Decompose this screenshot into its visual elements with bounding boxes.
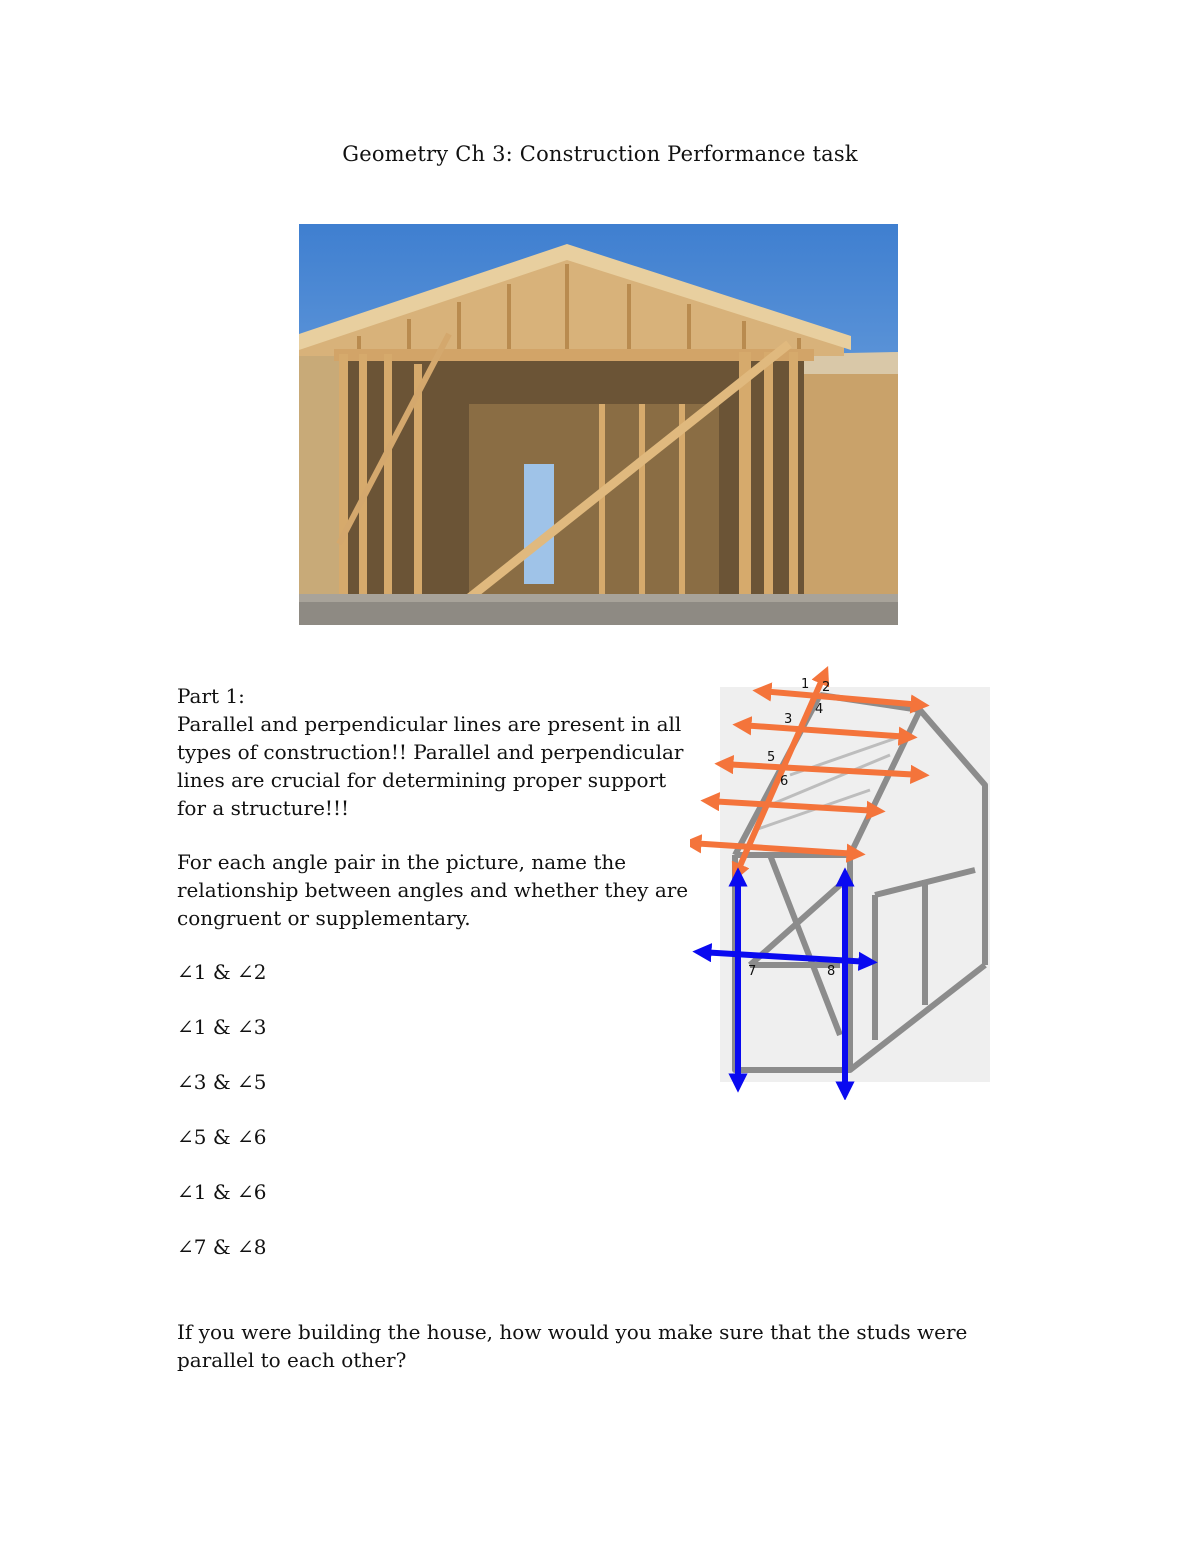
angle-label-7: 7 [748, 964, 757, 979]
angle-pair: ∠1 & ∠2 [177, 960, 267, 984]
angle-label-8: 8 [827, 964, 836, 979]
intro-paragraph: Parallel and perpendicular lines are present in all types of construction!! Parallel and perpendicular lines are crucial for determining proper support for a structure!!! [177, 712, 684, 820]
angle-pair: ∠3 & ∠5 [177, 1070, 267, 1094]
angle-pair: ∠7 & ∠8 [177, 1235, 267, 1259]
angle-label-5: 5 [767, 750, 776, 765]
angle-label-3: 3 [784, 712, 793, 727]
framing-diagram [690, 665, 1000, 1100]
angle-label-1: 1 [801, 677, 810, 692]
angle-pair: ∠1 & ∠6 [177, 1180, 267, 1204]
angle-pair: ∠1 & ∠3 [177, 1015, 267, 1039]
part-heading: Part 1: [177, 684, 245, 708]
angle-pair: ∠5 & ∠6 [177, 1125, 267, 1149]
angle-label-4: 4 [815, 702, 824, 717]
angle-label-6: 6 [780, 774, 789, 789]
question-paragraph: If you were building the house, how would you make sure that the studs were parallel to each other? [177, 1320, 968, 1372]
angle-pairs-list [177, 958, 266, 1288]
angle-label-2: 2 [822, 680, 831, 695]
page-title: Geometry Ch 3: Construction Performance task [342, 142, 858, 166]
house-framing-photo [299, 224, 898, 625]
instructions-paragraph: For each angle pair in the picture, name the relationship between angles and whether they are congruent or supplementary. [177, 850, 689, 930]
